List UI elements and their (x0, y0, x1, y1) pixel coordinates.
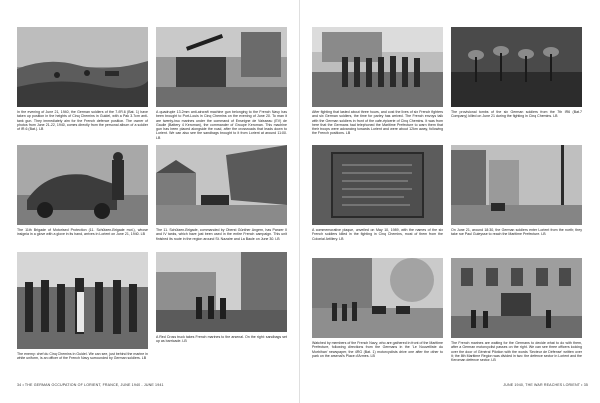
landscape-with-soldiers-photo (17, 27, 148, 107)
soldiers-with-motorcycle-photo (17, 145, 148, 225)
anti-aircraft-gun-photo (156, 27, 287, 107)
photo-village-tanks (156, 145, 287, 225)
village-street-photo (156, 145, 287, 225)
photo-prisoners-marching (312, 27, 443, 107)
left-page-footer: 34 • THE GERMAN OCCUPATION OF LORIENT, FRANCE, JUNE 1940 - JUNE 1941 (17, 383, 164, 387)
caption-town-square: On June 21, around 18:30, the German soldiers enter Lorient from the north; they take rue Paul Guieysse to reach the Maritime Prefecture. LB (451, 228, 582, 237)
troops-gathered-photo (17, 252, 148, 349)
caption-village-tanks: The 11. Schützen-Brigade, commanded by Oberst Günther Angern, has Panzer II and IV tanks, which have just been used in the entire French campaign. This unit finished its route in the region around St. Nazaire and La Baule on June 30. LB (156, 228, 287, 241)
prisoners-marching-photo (312, 27, 443, 107)
caption-brigade-motorcycle: The 11th Brigade of Motorised Protection (11. Schützen-Brigade mot.), whose insignia in a glove with a glove in its hand, arrives in Lorient on June 21, 1940. LB (17, 228, 148, 237)
photo-provisional-tombs (451, 27, 582, 107)
caption-anti-aircraft-gun: A quadruple 13.2mm anti-aircraft machine gun belonging to the French Navy has been brought to Port-Louis in Cinq Chemins on the evening of June 20. To man it are twenty-two marines under the command of Enseigne de Vaisseau (EV) de Gaulle (Battery 4 Keroman), the commander of Groupe Keroman. This machine gun has been placed alongside the road, after the crossroads that leads down to Lorient. We can also see the sandbags brought to it from Lorient at around 11:00. LB (156, 110, 287, 140)
photo-anti-tank-position (17, 27, 148, 107)
photo-city-square-crowd (312, 258, 443, 338)
photo-troops-gathered (17, 252, 148, 349)
caption-commemorative-plaque: A commemorative plaque, unveiled on May 10, 1989, with the names of the six French soldiers killed in the fighting in Cinq Chemins, most of them from the Colonial Artillery. LB (312, 228, 443, 241)
photo-anti-aircraft-gun (156, 27, 287, 107)
building-facade-photo (451, 258, 582, 338)
caption-prisoners-marching: After fighting that lasted about three hours, and cost the lives of six French fighters and six German soldiers, the time for parley has arrived. The French envoys talk with the German soldiers in front of the cafe-épicerie of Cinq Chemins. It was from here that the Germans had telephoned the Maritime Prefecture to warn them that their troops were advancing towards Lorient and were about 12km away, following the French positions. LB (312, 110, 443, 136)
right-page (300, 0, 600, 403)
photo-brigade-motorcycle (17, 145, 148, 225)
caption-building-facade: The French marines are waiting for the Germans to decide what to do with them, after a German motorcyclist passes on the right. We can see three officers looking over the door of Général Pilotion with the words 'Secteur de Défense' written over it; the 8th Maritime Region was divided in two: the defence sector in Lorient and the Keroman defence sector. LB (451, 341, 582, 362)
caption-anti-tank-position: In the evening of June 21, 1940, the German soldiers of the 7./IR.6 (Bat. 1) have taken up position in the heights of Cinq Chemins in Guidel, with a Pak 3.7cm anti-tank gun. They immediately aim for the French defence position. The owner of photos from June 21-22, 1940, comes directly from the personal album of a soldier of IR.6 (Bat.). LB (17, 110, 148, 131)
french-barracks-photo (156, 252, 287, 332)
caption-provisional-tombs: The provisional tombs of the six German soldiers from the 7th IR6 (Bat.7 Company) killed on June 21 during the fighting in Cinq Chemins. LB (451, 110, 582, 119)
caption-city-square-crowd: Watched by members of the French Navy, who are gathered in front of the Maritime Prefecture, following directions from the Germans in the 'Le Nouvelliste du Morbihan' newspaper, the 4RG (Bat. 1) motorcyclists drive one after the other to park on the arsenal's Place d'Armes. LB (312, 341, 443, 358)
photo-town-square (451, 145, 582, 225)
commemorative-plaque-photo (312, 145, 443, 225)
town-square-photo (451, 145, 582, 225)
right-page-footer: JUNE 1940, THE WAR REACHES LORIENT • 35 (503, 383, 588, 387)
caption-french-barracks: A Red Cross truck takes French marines to the arsenal. On the right: sandbags set up as barricade. LB (156, 335, 287, 344)
city-square-crowd-photo (312, 258, 443, 338)
photo-building-facade (451, 258, 582, 338)
caption-troops-gathered: The enemy: chef du Cinq Chemins in Guidel. We can see, just behind the marine in white uniform, is an officer of the French Navy surrounded by German soldiers. LB (17, 352, 148, 361)
photo-french-barracks (156, 252, 287, 332)
helmets-on-rifles-photo (451, 27, 582, 107)
photo-commemorative-plaque (312, 145, 443, 225)
